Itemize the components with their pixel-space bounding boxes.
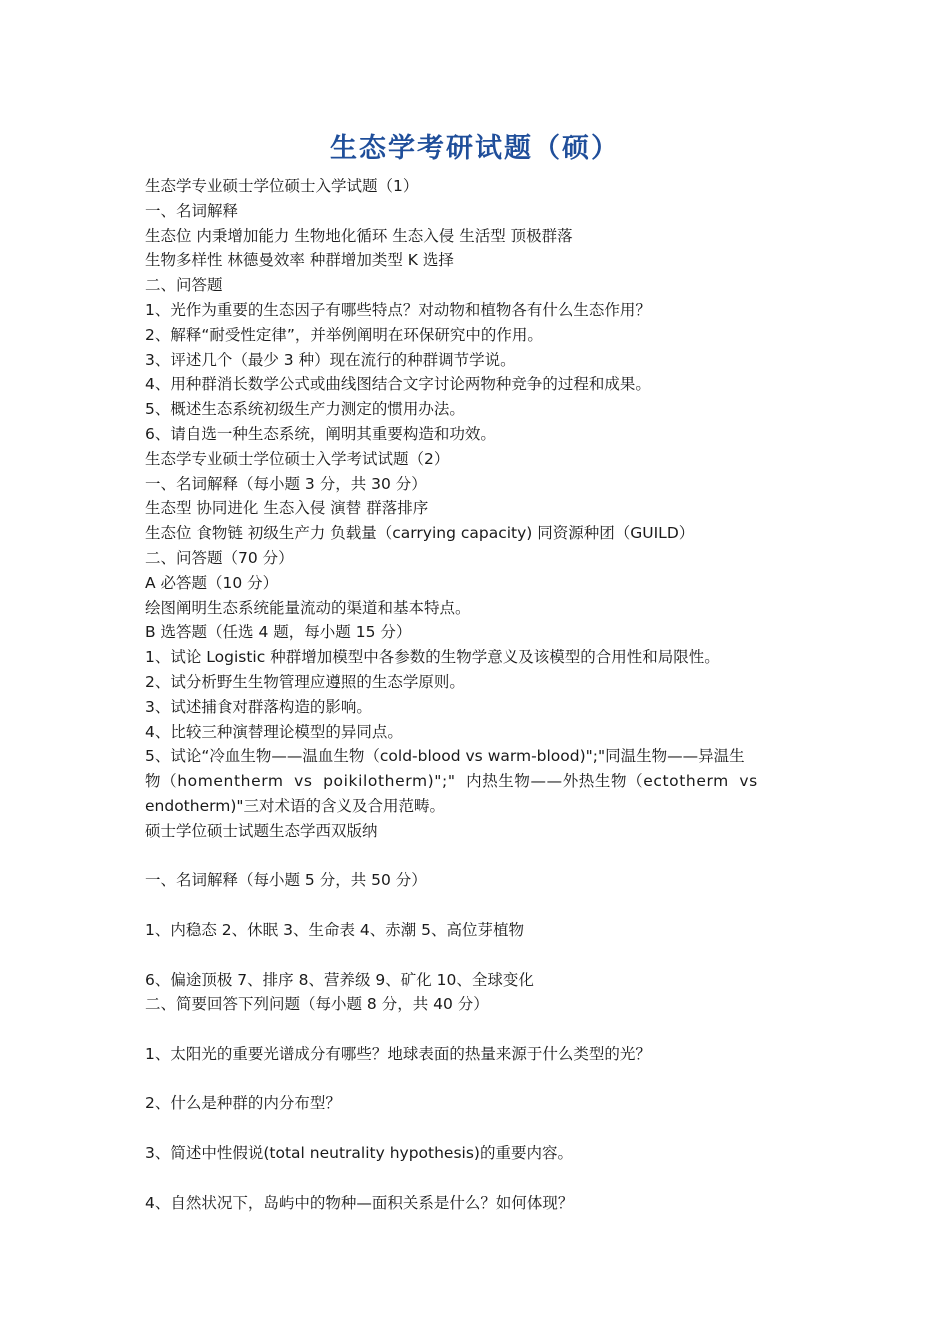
text-line: 二、问答题（70 分） <box>145 548 294 567</box>
question-5-line-1: 5、试论“冷血生物——温血生物（cold-blood vs warm-blood)";"同温生物——异温生 <box>145 747 745 766</box>
question-5-line-2: 物（homentherm vs poikilotherm)";" 内热生物——外热生物（ectotherm vs <box>145 772 758 791</box>
text-line: 2、什么是种群的内分布型？ <box>145 1094 341 1113</box>
text-line: 绘图阐明生态系统能量流动的渠道和基本特点。 <box>145 598 471 617</box>
text-line: 生态型 协同进化 生态入侵 演替 群落排序 <box>145 499 429 518</box>
text-line: 一、名词解释 <box>145 201 239 220</box>
blank-line <box>145 1067 806 1092</box>
blank-line <box>145 844 806 869</box>
blank-line <box>145 1116 806 1141</box>
blank-line <box>145 1166 806 1191</box>
text-line: 二、简要回答下列问题（每小题 8 分，共 40 分） <box>145 995 489 1014</box>
text-line: 生态位 内秉增加能力 生物地化循环 生态入侵 生活型 顶极群落 <box>145 226 573 245</box>
text-line: 二、问答题 <box>145 276 223 295</box>
blank-line <box>145 1017 806 1042</box>
text-line: 6、请自选一种生态系统，阐明其重要构造和功效。 <box>145 424 496 443</box>
text-line: 生态位 食物链 初级生产力 负载量（carrying capacity) 同资源种团（GUILD） <box>145 524 695 543</box>
text-line: 生物多样性 林德曼效率 种群增加类型 K 选择 <box>145 251 454 270</box>
text-line: B 选答题（任选 4 题，每小题 15 分） <box>145 623 412 642</box>
text-line: 3、简述中性假说(total neutrality hypothesis)的重要内容。 <box>145 1144 573 1163</box>
text-line: A 必答题（10 分） <box>145 573 279 592</box>
blank-line <box>145 893 806 918</box>
text-line: 3、评述几个（最少 3 种）现在流行的种群调节学说。 <box>145 350 516 369</box>
text-line: 一、名词解释（每小题 3 分，共 30 分） <box>145 474 427 493</box>
text-line: 2、解释“耐受性定律”，并举例阐明在环保研究中的作用。 <box>145 325 543 344</box>
text-line: 1、试论 Logistic 种群增加模型中各参数的生物学意义及该模型的合用性和局限性。 <box>145 648 720 667</box>
question-5-line-3: endotherm)"三对术语的含义及合用范畴。 <box>145 796 445 815</box>
document-body <box>145 174 806 1215</box>
text-line: 5、概述生态系统初级生产力测定的惯用办法。 <box>145 400 465 419</box>
text-line: 硕士学位硕士试题生态学西双版纳 <box>145 821 378 840</box>
page-title: 生态学考研试题（硕） <box>330 133 620 164</box>
text-line: 2、试分析野生生物管理应遵照的生态学原则。 <box>145 672 465 691</box>
text-line: 4、自然状况下，岛屿中的物种—面积关系是什么？如何体现？ <box>145 1193 574 1212</box>
text-line: 6、偏途顶极 7、排序 8、营养级 9、矿化 10、全球变化 <box>145 970 534 989</box>
blank-line <box>145 943 806 968</box>
text-line: 1、内稳态 2、休眠 3、生命表 4、赤潮 5、高位芽植物 <box>145 920 525 939</box>
text-line: 生态学专业硕士学位硕士入学试题（1） <box>145 177 419 195</box>
text-line: 3、试述捕食对群落构造的影响。 <box>145 697 372 716</box>
text-line: 4、用种群消长数学公式或曲线图结合文字讨论两物种竞争的过程和成果。 <box>145 375 651 394</box>
text-line: 4、比较三种演替理论模型的异同点。 <box>145 722 403 741</box>
text-line: 一、名词解释（每小题 5 分，共 50 分） <box>145 871 427 890</box>
text-line: 1、光作为重要的生态因子有哪些特点？对动物和植物各有什么生态作用？ <box>145 300 651 319</box>
text-line: 1、太阳光的重要光谱成分有哪些？地球表面的热量来源于什么类型的光？ <box>145 1044 651 1063</box>
text-line: 生态学专业硕士学位硕士入学考试试题（2） <box>145 449 450 468</box>
